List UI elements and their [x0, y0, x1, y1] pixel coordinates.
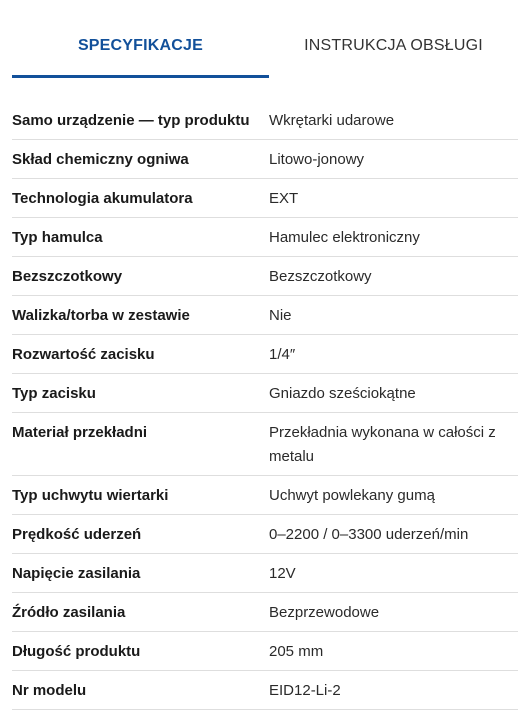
spec-value: Uchwyt powlekany gumą [269, 487, 435, 504]
spec-value: EID12-Li-2 [269, 682, 341, 699]
spec-value: Przekładnia wykonana w całości z metalu [269, 424, 496, 465]
spec-label: Nr modelu [12, 682, 87, 699]
spec-row-cell-chemistry [12, 140, 518, 179]
spec-value: Bezprzewodowe [269, 604, 380, 621]
specifications-table [12, 101, 518, 710]
spec-row-chuck-type [12, 374, 518, 413]
spec-value: Bezszczotkowy [269, 268, 372, 285]
spec-row-chuck-size [12, 335, 518, 374]
spec-value: Wkrętarki udarowe [269, 112, 395, 129]
spec-row-power-source [12, 593, 518, 632]
spec-label: Rozwartość zacisku [12, 346, 155, 363]
spec-value: Gniazdo sześciokątne [269, 385, 416, 402]
spec-row-case-included [12, 296, 518, 335]
spec-label: Napięcie zasilania [12, 565, 141, 582]
spec-label: Prędkość uderzeń [12, 526, 142, 543]
spec-row-drill-grip-type [12, 476, 518, 515]
spec-label: Typ uchwytu wiertarki [12, 487, 169, 504]
tab-specifications[interactable]: SPECYFIKACJE [12, 0, 269, 78]
spec-label: Typ zacisku [12, 385, 96, 402]
spec-value: Hamulec elektroniczny [269, 229, 420, 246]
spec-value: 12V [269, 565, 296, 582]
spec-value: EXT [269, 190, 299, 207]
spec-value: 0–2200 / 0–3300 uderzeń/min [269, 526, 469, 543]
spec-row-product-length [12, 632, 518, 671]
spec-row-product-type [12, 101, 518, 140]
spec-label: Technologia akumulatora [12, 190, 193, 207]
spec-label: Walizka/torba w zestawie [12, 307, 190, 324]
spec-row-voltage [12, 554, 518, 593]
spec-label: Samo urządzenie — typ produktu [12, 112, 250, 129]
spec-label: Źródło zasilania [12, 604, 126, 621]
spec-label: Długość produktu [12, 643, 141, 660]
spec-row-battery-technology [12, 179, 518, 218]
spec-value: 1/4″ [269, 346, 296, 363]
spec-row-gear-material [12, 413, 518, 476]
spec-row-brushless [12, 257, 518, 296]
spec-row-impact-rate [12, 515, 518, 554]
spec-label: Skład chemiczny ogniwa [12, 151, 189, 168]
tab-bar [0, 0, 518, 78]
spec-value: 205 mm [269, 643, 324, 660]
spec-value: Litowo-jonowy [269, 151, 365, 168]
spec-label: Bezszczotkowy [12, 268, 123, 285]
spec-row-model-number [12, 671, 518, 710]
spec-label: Materiał przekładni [12, 424, 148, 441]
spec-value: Nie [269, 307, 292, 324]
tab-user-manual[interactable]: INSTRUKCJA OBSŁUGI [304, 37, 483, 54]
spec-row-brake-type [12, 218, 518, 257]
spec-label: Typ hamulca [12, 229, 103, 246]
